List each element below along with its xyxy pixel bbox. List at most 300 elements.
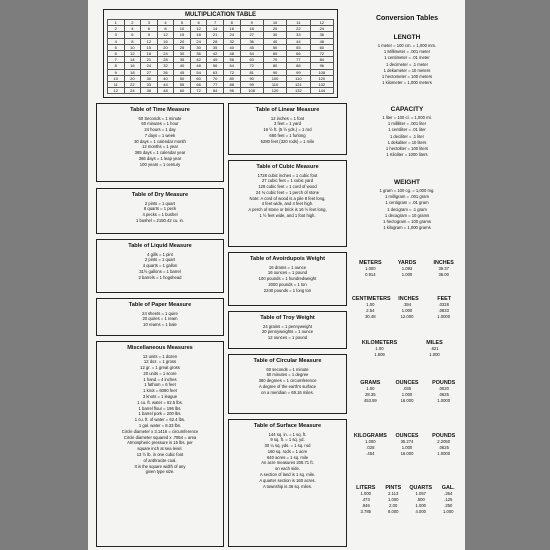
table-cell: 2.00: [389, 503, 398, 508]
text-line: 7 days = 1 week: [144, 132, 176, 138]
multiplication-cell: 84: [310, 57, 333, 63]
multiplication-cell: 4: [124, 26, 141, 32]
multiplication-cell: 24: [190, 38, 207, 44]
text-line: 660 feet = 1 furlong: [269, 132, 306, 138]
multiplication-cell: 20: [157, 44, 174, 50]
table-cell: .454: [366, 451, 375, 456]
text-line: It is the square width of any: [134, 463, 186, 469]
text-line: 5280 feet (320 rods) = 1 mile: [260, 138, 315, 144]
multiplication-cell: 120: [263, 88, 286, 94]
multiplication-cell: 2: [108, 26, 125, 32]
multiplication-cell: 27: [240, 32, 263, 38]
multiplication-cell: 16: [157, 38, 174, 44]
multiplication-cell: 35: [174, 57, 191, 63]
multiplication-cell: 14: [124, 57, 141, 63]
surface-measure-box: [228, 419, 347, 547]
table-cell: 1.609: [374, 352, 385, 357]
capacity-lines: [352, 115, 462, 158]
multiplication-cell: 8: [108, 63, 125, 69]
multiplication-cell: 6: [141, 26, 158, 32]
column-header: PINTS: [385, 485, 402, 491]
table-cell: 1.000: [401, 445, 413, 450]
text-line: 1 fathom = 6 feet: [144, 382, 176, 388]
dry-measure-box: [96, 188, 224, 234]
text-line: 1 centiliter = .01 liter: [388, 127, 426, 133]
multiplication-cell: 144: [310, 88, 333, 94]
table-cell: 12.000: [400, 314, 414, 319]
table-cell: 1.000: [401, 272, 413, 277]
multiplication-cell: 24: [310, 26, 333, 32]
table-row: [352, 272, 462, 278]
column-header: OUNCES: [395, 433, 419, 439]
text-line: 1 gram = 100 cg. = 1,000 mg.: [379, 188, 435, 193]
multiplication-cell: 6: [124, 32, 141, 38]
multiplication-cell: 27: [141, 69, 158, 75]
text-line: 9 sq. ft. = 1 sq. yd.: [270, 437, 305, 443]
linear-measure-box: [228, 103, 347, 155]
centimeters-inches-feet-table: [352, 296, 462, 320]
table-cell: 1.000: [415, 503, 426, 508]
multiplication-cell: 21: [207, 32, 224, 38]
multiplication-cell: 48: [310, 38, 333, 44]
multiplication-cell: 60: [174, 88, 191, 94]
multiplication-cell: 56: [223, 57, 240, 63]
text-line: 30 days = 1 calendar month: [134, 138, 186, 144]
multiplication-cell: 72: [190, 88, 207, 94]
table-cell: .500: [416, 497, 425, 502]
length-section: [352, 34, 462, 86]
cubic-measure-title: Table of Cubic Measure: [256, 164, 319, 170]
text-line: 1 barrel flour = 196 lbs.: [138, 405, 182, 411]
text-line: 160 sq. rods = 1 acre: [267, 448, 308, 454]
multiplication-cell: 54: [190, 69, 207, 75]
multiplication-cell: 45: [240, 44, 263, 50]
avoirdupois-weight-lines: [229, 265, 346, 294]
multiplication-cell: 110: [263, 81, 286, 87]
multiplication-cell: 54: [240, 50, 263, 56]
surface-measure-lines: [229, 432, 346, 490]
multiplication-cell: 30: [190, 44, 207, 50]
multiplication-cell: 12: [190, 26, 207, 32]
multiplication-cell: 20: [263, 26, 286, 32]
cubic-measure-lines: [229, 173, 346, 219]
text-line: 1 Millimeter = .001 meter: [383, 49, 431, 55]
text-line: 360 degrees = 1 circumference: [258, 378, 317, 384]
text-line: 1 barrel pork = 200 lbs.: [138, 411, 182, 417]
multiplication-cell: 6: [108, 50, 125, 56]
multiplication-cell: 18: [240, 26, 263, 32]
table-cell: 1.0000: [437, 451, 451, 456]
multiplication-cell: 33: [141, 81, 158, 87]
table-cell: 36.00: [438, 272, 449, 277]
multiplication-cell: 77: [287, 57, 310, 63]
multiplication-cell: 90: [263, 69, 286, 75]
multiplication-cell: 9: [108, 69, 125, 75]
multiplication-cell: 22: [287, 26, 310, 32]
multiplication-cell: 10: [124, 44, 141, 50]
text-line: 31½ gallons = 1 barrel: [139, 268, 181, 274]
table-cell: 1.000: [443, 509, 454, 514]
text-line: 1 knot = 6080 feet: [143, 388, 177, 394]
column-header: OUNCES: [395, 380, 419, 386]
table-cell: 1.00: [375, 346, 384, 351]
misc-measures-title: Miscellaneous Measures: [127, 345, 193, 351]
multiplication-title: MULTIPLICATION TABLE: [185, 12, 256, 18]
troy-weight-lines: [229, 324, 346, 341]
multiplication-cell: 4: [108, 38, 125, 44]
capacity-title: CAPACITY: [390, 106, 424, 113]
table-cell: .035: [402, 386, 412, 391]
troy-weight-title: Table of Troy Weight: [260, 315, 315, 321]
table-cell: 1.0000: [437, 314, 451, 319]
multiplication-cell: 108: [240, 88, 263, 94]
liquid-measure-title: Table of Liquid Measure: [128, 243, 192, 249]
text-line: 16 ½ ft. (5 ½ yds.) = 1 rod: [263, 127, 312, 133]
paper-measure-box: [96, 298, 224, 336]
table-cell: 30.48: [365, 314, 376, 319]
table-cell: 1.000: [365, 439, 376, 444]
text-line: 4 pecks = 1 bushel: [142, 212, 178, 218]
text-line: of anthracite coal.: [143, 457, 177, 463]
column-header: GRAMS: [360, 380, 381, 386]
text-line: 1728 cubic inches = 1 cubic foot: [257, 172, 318, 178]
table-cell: 1.000: [365, 266, 376, 271]
multiplication-cell: 6: [190, 20, 207, 26]
table-cell: .264: [444, 491, 453, 496]
text-line: on each side.: [275, 466, 300, 472]
multiplication-cell: 81: [240, 69, 263, 75]
text-line: 2000 pounds = 1 ton: [268, 281, 307, 287]
text-line: 30 ¼ sq. yds. = 1 sq. rod: [264, 443, 311, 449]
multiplication-cell: 10: [108, 75, 125, 81]
table-row: [352, 509, 462, 515]
multiplication-cell: 96: [223, 88, 240, 94]
avoirdupois-weight-box: [228, 252, 347, 306]
text-line: 13 ½ lb. in one cubic foot: [136, 452, 184, 458]
paper-measure-title: Table of Paper Measure: [128, 302, 192, 308]
text-line: 8 quarts = 1 peck: [143, 206, 177, 212]
table-cell: 2.2050: [437, 439, 451, 444]
multiplication-cell: 120: [310, 75, 333, 81]
multiplication-cell: 40: [223, 44, 240, 50]
multiplication-cell: 70: [207, 75, 224, 81]
column-header: METERS: [359, 260, 382, 266]
text-line: 1 ½ feet wide, and 1 foot high.: [259, 213, 316, 219]
text-line: 1 gal. water = 8.33 lbs.: [138, 423, 182, 429]
text-line: 16 drams = 1 ounce: [268, 264, 307, 270]
dry-measure-title: Table of Dry Measure: [131, 192, 189, 198]
multiplication-cell: 42: [207, 50, 224, 56]
text-line: 1 milliliter = .001 liter: [387, 121, 427, 127]
multiplication-cell: 24: [124, 88, 141, 94]
multiplication-cell: 36: [141, 88, 158, 94]
column-header: GAL.: [441, 485, 455, 491]
multiplication-cell: 15: [141, 44, 158, 50]
multiplication-cell: 8: [157, 26, 174, 32]
liquid-measure-lines: [97, 252, 223, 281]
multiplication-cell: 11: [287, 20, 310, 26]
column-header: POUNDS: [432, 433, 456, 439]
multiplication-cell: 20: [174, 38, 191, 44]
multiplication-cell: 40: [157, 75, 174, 81]
multiplication-cell: 15: [174, 32, 191, 38]
multiplication-cell: 40: [174, 63, 191, 69]
multiplication-cell: 63: [207, 69, 224, 75]
circular-measure-title: Table of Circular Measure: [253, 358, 322, 364]
text-line: 1 hectoliter = 100 liters: [385, 146, 429, 152]
multiplication-cell: 42: [190, 57, 207, 63]
text-line: 1 hectogram = 100 grams: [383, 219, 431, 225]
multiplication-cell: 14: [207, 26, 224, 32]
column-header: MILES: [426, 340, 443, 346]
text-line: An acre measures 208.71 ft.: [261, 460, 314, 466]
multiplication-cell: 24: [223, 32, 240, 38]
text-line: 2240 pounds = 1 long ton: [263, 287, 312, 293]
table-cell: 16.000: [400, 398, 414, 403]
time-measure-box: [96, 103, 224, 182]
multiplication-cell: 1: [108, 20, 125, 26]
multiplication-cell: 2: [124, 20, 141, 26]
table-cell: 35.274: [400, 439, 414, 444]
table-cell: .473: [361, 497, 370, 502]
multiplication-cell: 60: [263, 50, 286, 56]
multiplication-cell: 10: [174, 26, 191, 32]
text-line: 27 cubic feet = 1 cubic yard: [261, 178, 314, 184]
multiplication-cell: 30: [263, 32, 286, 38]
text-line: 1 hand = 4 inches: [143, 376, 177, 382]
weight-lines: [352, 188, 462, 231]
text-line: Circle diameter x 3.1416 = circumference: [121, 428, 199, 434]
multiplication-cell: 55: [174, 81, 191, 87]
multiplication-cell: 10: [263, 20, 286, 26]
text-line: 12 months = 1 year: [142, 144, 178, 150]
multiplication-cell: 24: [141, 63, 158, 69]
text-line: 4 gills = 1 pint: [147, 251, 173, 257]
multiplication-cell: 35: [207, 44, 224, 50]
table-cell: 1.000: [401, 308, 413, 313]
table-cell: .0328: [438, 302, 449, 307]
table-cell: 2.54: [366, 308, 375, 313]
multiplication-cell: 66: [287, 50, 310, 56]
table-cell: 16.000: [400, 451, 414, 456]
text-line: 20 pennyweights = 1 ounce: [261, 329, 314, 335]
multiplication-cell: 12: [108, 88, 125, 94]
circular-measure-lines: [229, 367, 346, 396]
text-line: 16 ounces = 1 pound: [267, 270, 308, 276]
text-line: 24 sheets = 1 quire: [142, 310, 178, 316]
multiplication-cell: 55: [287, 44, 310, 50]
multiplication-cell: 36: [240, 38, 263, 44]
multiplication-cell: 12: [310, 20, 333, 26]
text-line: 12 ounces = 1 pound: [267, 335, 308, 341]
paper-measure-lines: [97, 311, 223, 328]
multiplication-cell: 36: [157, 69, 174, 75]
text-line: 12 gr. = 1 great gross: [140, 365, 180, 371]
text-line: 1 decimeter = .1 meter: [385, 61, 428, 67]
text-line: 100 years = 1 century: [139, 161, 181, 167]
liquid-measure-box: [96, 239, 224, 293]
table-cell: 3.785: [360, 509, 371, 514]
multiplication-cell: 5: [108, 44, 125, 50]
multiplication-cell: 36: [190, 50, 207, 56]
multiplication-cell: 8: [124, 38, 141, 44]
text-line: 2 pints = 1 quart: [144, 257, 176, 263]
text-line: 24 grains = 1 pennyweight: [262, 323, 312, 329]
table-row: [352, 451, 462, 457]
text-line: A perch of stone or brick is 16 ½ feet long,: [248, 207, 327, 213]
multiplication-cell: 84: [207, 88, 224, 94]
multiplication-cell: 100: [263, 75, 286, 81]
multiplication-cell: 20: [124, 75, 141, 81]
multiplication-cell: 21: [141, 57, 158, 63]
text-line: 20 quires = 1 ream: [142, 316, 178, 322]
text-line: 1 dekameter = 10 meters: [383, 67, 431, 73]
column-header: POUNDS: [432, 380, 456, 386]
text-line: 12 inches = 1 foot: [270, 115, 305, 121]
multiplication-cell: 32: [157, 63, 174, 69]
multiplication-cell: 30: [174, 50, 191, 56]
multiplication-cell: 72: [310, 50, 333, 56]
text-line: 1 decagram = 10 grams: [384, 212, 430, 218]
time-measure-title: Table of Time Measure: [130, 107, 190, 113]
table-cell: .0625: [438, 392, 449, 397]
multiplication-cell: 36: [310, 32, 333, 38]
multiplication-cell: 28: [157, 57, 174, 63]
table-cell: 1.000: [388, 497, 399, 502]
text-line: 1 decigram = .1 gram: [387, 206, 427, 212]
multiplication-cell: 32: [223, 38, 240, 44]
table-cell: .125: [444, 497, 453, 502]
length-lines: [352, 43, 462, 86]
table-cell: .250: [444, 503, 453, 508]
table-cell: 1.0000: [437, 398, 451, 403]
multiplication-cell: 11: [108, 81, 125, 87]
weight-title: WEIGHT: [394, 179, 420, 186]
multiplication-cell: 60: [310, 44, 333, 50]
text-line: A section of land is 1 sq. mile.: [259, 472, 316, 478]
text-line: 24 hours = 1 day: [144, 127, 176, 133]
multiplication-cell: 12: [141, 38, 158, 44]
multiplication-cell: 88: [287, 63, 310, 69]
column-header: INCHES: [433, 260, 454, 266]
multiplication-cell: 22: [124, 81, 141, 87]
multiplication-cell: 12: [124, 50, 141, 56]
text-line: 1 cu. ft. of water = 62.4 lbs.: [134, 417, 186, 423]
multiplication-cell: 60: [190, 75, 207, 81]
time-measure-lines: [97, 116, 223, 168]
text-line: 12 units = 1 dozen: [142, 353, 178, 359]
multiplication-cell: 24: [157, 50, 174, 56]
multiplication-cell: 90: [240, 75, 263, 81]
text-line: 1 centimeter = .01 meter: [384, 55, 430, 61]
multiplication-cell: 7: [108, 57, 125, 63]
table-cell: 39.37: [438, 266, 449, 271]
text-line: 365 days = 1 calendar year: [134, 150, 186, 156]
conversion-title: Conversion Tables: [375, 15, 439, 22]
text-line: on a meridian = 69.16 miles.: [261, 389, 314, 395]
multiplication-cell: 56: [207, 63, 224, 69]
multiplication-row: [108, 88, 334, 94]
table-cell: 1.00: [366, 386, 375, 391]
text-line: 1 milligram = .001 gram: [385, 194, 429, 200]
avoirdupois-weight-title: Table of Avoirdupois Weight: [250, 256, 325, 262]
column-header: INCHES: [398, 296, 419, 302]
multiplication-cell: 66: [190, 81, 207, 87]
multiplication-cell: 96: [310, 63, 333, 69]
grams-ounces-pounds-table: [352, 380, 462, 404]
text-line: A quarter section is 160 acres.: [259, 477, 316, 483]
text-line: 144 sq. in. = 1 sq. ft.: [268, 431, 307, 437]
reference-sheet: [88, 0, 465, 550]
liters-pints-quarts-gallons-table: [352, 485, 462, 515]
multiplication-cell: 80: [263, 63, 286, 69]
text-line: 60 minutes = 1 hour: [141, 121, 179, 127]
text-line: 1 kilometer = 1,000 meters: [382, 80, 432, 86]
text-line: Circle diameter squared x .7854 = area: [123, 434, 197, 440]
text-line: 12 doz. = 1 gross: [143, 359, 177, 365]
multiplication-cell: 9: [240, 20, 263, 26]
capacity-section: [352, 106, 462, 158]
table-cell: 1.057: [415, 491, 426, 496]
multiplication-cell: 5: [174, 20, 191, 26]
multiplication-cell: 121: [287, 81, 310, 87]
multiplication-cell: 45: [174, 69, 191, 75]
table-cell: 453.59: [363, 398, 377, 403]
multiplication-cell: 72: [223, 69, 240, 75]
multiplication-cell: 88: [223, 81, 240, 87]
text-line: 4 feet wide, and 4 feet high.: [261, 201, 314, 207]
multiplication-cell: 18: [124, 69, 141, 75]
multiplication-cell: 18: [141, 50, 158, 56]
text-line: 20 units = 1 score: [143, 370, 177, 376]
text-line: 2 pints = 1 quart: [144, 200, 176, 206]
multiplication-cell: 48: [223, 50, 240, 56]
multiplication-cell: 40: [263, 38, 286, 44]
text-line: 3 knots = 1 league: [142, 394, 178, 400]
multiplication-cell: 99: [287, 69, 310, 75]
multiplication-cell: 28: [207, 38, 224, 44]
multiplication-cell: 50: [263, 44, 286, 50]
multiplication-cell: 9: [141, 32, 158, 38]
multiplication-cell: 44: [287, 38, 310, 44]
table-cell: .0833: [438, 308, 449, 313]
table-cell: 0.914: [365, 272, 376, 277]
text-line: given type size.: [145, 469, 175, 475]
multiplication-table: [103, 9, 338, 98]
multiplication-cell: 16: [223, 26, 240, 32]
table-cell: .0625: [438, 445, 449, 450]
multiplication-cell: 16: [124, 63, 141, 69]
table-cell: 1.00: [366, 302, 375, 307]
table-row: [352, 314, 462, 320]
table-cell: 1.093: [401, 266, 413, 271]
column-header: LITERS: [356, 485, 376, 491]
table-cell: 1.000: [360, 491, 371, 496]
text-line: 128 cubic feet = 1 cord of wood: [258, 184, 317, 190]
multiplication-cell: 70: [263, 57, 286, 63]
text-line: 1 hectometer = 100 meters: [381, 74, 433, 80]
text-line: A degree of the earth's surface: [259, 383, 316, 389]
multiplication-cell: 108: [310, 69, 333, 75]
text-line: 60 minutes = 1 degree: [266, 372, 309, 378]
table-row: [352, 352, 462, 358]
multiplication-cell: 12: [157, 32, 174, 38]
cubic-measure-box: [228, 160, 347, 247]
multiplication-cell: 48: [190, 63, 207, 69]
text-line: 1 kilogram = 1,000 grams: [383, 225, 431, 231]
text-line: 60 Seconds = 1 minute: [138, 115, 182, 121]
multiplication-cell: 4: [157, 20, 174, 26]
